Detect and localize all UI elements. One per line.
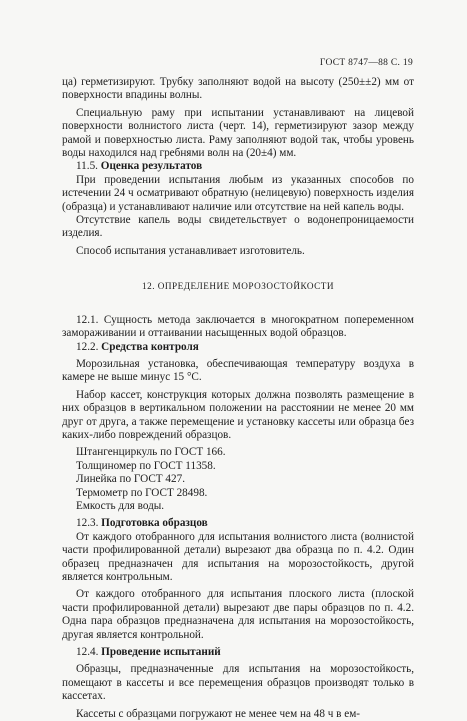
paragraph: 12.1. Сущность метода заключается в многократном попеременном замораживании и оттаивании насыщенных водой образцов. [62,313,414,340]
document-body [62,76,414,721]
subsection-number: 11.5. [76,160,98,173]
subsection-title: Оценка результатов [100,160,203,173]
list-item: Линейка по ГОСТ 427. [76,473,185,486]
list-item: Термометр по ГОСТ 28498. [76,486,208,499]
section-heading: 12. ОПРЕДЕЛЕНИЕ МОРОЗОСТОЙКОСТИ [142,281,334,292]
subsection-title: Подготовка образцов [101,517,208,530]
paragraph: Кассеты с образцами погружают не менее чем на 48 ч в ем- [76,707,360,720]
list-item: Толщиномер по ГОСТ 11358. [76,459,216,472]
paragraph: При проведении испытания любым из указанных способов по истечении 24 ч осматривают обратную (нелицевую) поверхность изделия (образца) и устанавливают наличие или отсутствие на ней капель воды. [62,173,414,213]
paragraph: Специальную раму при испытании устанавливают на лицевой поверхности волнистого листа (черт. 14), герметизируют зазор между рамой и поверхностью листа. Раму заполняют водой так, чтобы уровень воды находился над гребнями волн на (20±4) мм. [62,106,414,160]
paragraph: Образцы, предназначенные для испытания на морозостойкость, помещают в кассеты и все перемещения образцов производят только в кассетах. [62,663,414,703]
subsection-number: 12.4. [76,646,99,659]
paragraph: Отсутствие капель воды свидетельствует о водонепроницаемости изделия. [62,214,414,240]
running-head: ГОСТ 8747—88 С. 19 [319,58,413,68]
list-item: Штангенциркуль по ГОСТ 166. [76,446,226,459]
subsection-title: Проведение испытаний [101,646,221,659]
paragraph: Способ испытания устанавливает изготовитель. [76,244,305,257]
subsection-heading-12-4 [62,646,414,659]
paragraph: Морозильная установка, обеспечивающая температуру воздуха в камере не выше минус 15 °С. [62,357,414,384]
paragraph: От каждого отобранного для испытания плоского листа (плоской части профилированной детали) вырезают две пары образцов по п. 4.2. Одна пара образцов предназначена для испытания на морозостойкость, другая является контрольной. [62,588,414,641]
subsection-number: 12.3. [76,517,99,530]
subsection-heading-12-2 [62,341,414,354]
list-item: Емкость для воды. [76,499,165,512]
subsection-heading-12-3 [62,517,414,530]
paragraph: Набор кассет, конструкция которых должна позволять размещение в них образцов в вертикальном положении на расстоянии не менее 20 мм друг от друга, а также перемещение и установку кассеты или образца без каких-либо повреждений образцов. [62,388,414,441]
subsection-title: Средства контроля [101,340,199,353]
paragraph: От каждого отобранного для испытания волнистого листа (волнистой части профилированной детали) вырезают два образца по п. 4.2. Один образец предназначен для испытания на морозостойкость, другой является контрольным. [62,530,414,583]
paragraph: ца) герметизируют. Трубку заполняют водой на высоту (250±±2) мм от поверхности впадины волны. [62,76,414,102]
subsection-number: 12.2. [76,340,99,353]
subsection-heading-11-5 [62,160,414,173]
